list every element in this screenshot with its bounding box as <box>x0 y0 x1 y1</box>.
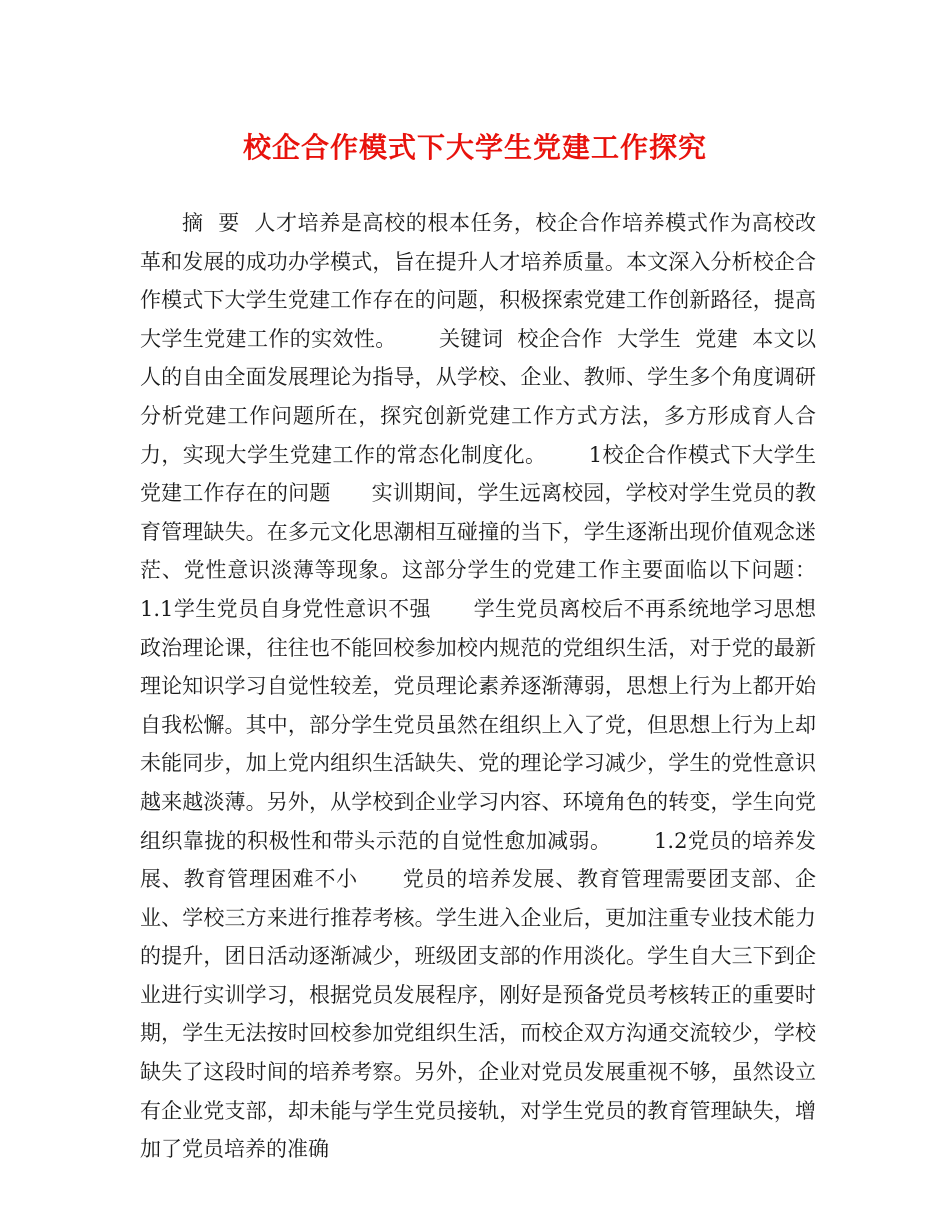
document-title: 校企合作模式下大学生党建工作探究 <box>242 131 707 164</box>
document-body: 摘 要 人才培养是高校的根本任务，校企合作培养模式作为高校改革和发展的成功办学模式，旨在提升人才培养质量。本文深入分析校企合作模式下大学生党建工作存在的问题，积极探索党建工作创新路径，提高大学生党建工作的实效性。 关键词 校企合作 大学生 党建 本文以人的自由全面发展理论为指导，从学校、企业、教师、学生多个角度调研分析党建工作问题所在，探究创新党建工作方式方法，多方形成育人合力，实现大学生党建工作的常态化制度化。 1校企合作模式下大学生党建工作存在的问题 实训期间，学生远离校园，学校对学生党员的教育管理缺失。在多元文化思潮相互碰撞的当下，学生逐渐出现价值观念迷茫、党性意识淡薄等现象。这部分学生的党建工作主要面临以下问题： 1.1学生党员自身党性意识不强 学生党员离校后不再系统地学习思想政治理论课，往往也不能回校参加校内规范的党组织生活，对于党的最新理论知识学习自觉性较差，党员理论素养逐渐薄弱，思想上行为上都开始自我松懈。其中，部分学生党员虽然在组织上入了党，但思想上行为上却未能同步，加上党内组织生活缺失、党的理论学习减少，学生的党性意识越来越淡薄。另外，从学校到企业学习内容、环境角色的转变，学生向党组织靠拢的积极性和带头示范的自觉性愈加减弱。 1.2党员的培养发展、教育管理困难不小 党员的培养发展、教育管理需要团支部、企业、学校三方来进行推荐考核。学生进入企业后，更加注重专业技术能力的提升，团日活动逐渐减少，班级团支部的作用淡化。学生自大三下到企业进行实训学习，根据党员发展程序，刚好是预备党员考核转正的重要时期，学生无法按时回校参加党组织生活，而校企双方沟通交流较少，学校缺失了这段时间的培养考察。另外，企业对党员发展重视不够，虽然设立有企业党支部，却未能与学生党员接轨，对学生党员的教育管理缺失，增加了党员培养的准确 <box>140 211 857 1162</box>
